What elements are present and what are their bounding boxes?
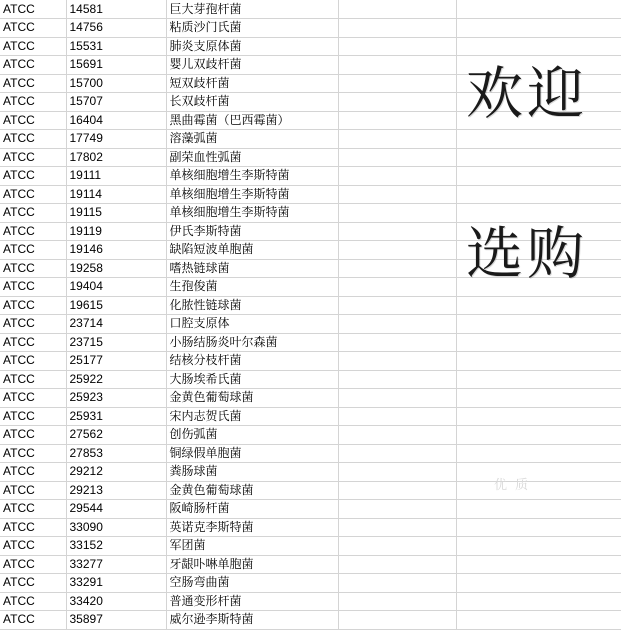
table-row[interactable] xyxy=(0,574,621,593)
cell-empty-e[interactable] xyxy=(456,278,621,297)
table-row[interactable] xyxy=(0,426,621,445)
cell-empty-e[interactable] xyxy=(456,241,621,260)
cell-strain-name[interactable]: 英诺克李斯特菌 xyxy=(166,518,338,537)
cell-prefix[interactable]: ATCC xyxy=(0,481,66,500)
cell-empty-e[interactable] xyxy=(456,56,621,75)
cell-strain-name[interactable]: 普通变形杆菌 xyxy=(166,592,338,611)
cell-empty-e[interactable] xyxy=(456,74,621,93)
cell-prefix[interactable]: ATCC xyxy=(0,204,66,223)
cell-catalog-number[interactable]: 33291 xyxy=(66,574,166,593)
cell-empty-e[interactable] xyxy=(456,444,621,463)
cell-strain-name[interactable]: 婴儿双歧杆菌 xyxy=(166,56,338,75)
cell-catalog-number[interactable]: 25923 xyxy=(66,389,166,408)
cell-strain-name[interactable]: 黑曲霉菌（巴西霉菌） xyxy=(166,111,338,130)
cell-empty-d[interactable] xyxy=(338,592,456,611)
cell-strain-name[interactable]: 结核分枝杆菌 xyxy=(166,352,338,371)
cell-catalog-number[interactable]: 25931 xyxy=(66,407,166,426)
cell-strain-name[interactable]: 威尔逊李斯特菌 xyxy=(166,611,338,630)
table-row[interactable] xyxy=(0,167,621,186)
cell-prefix[interactable]: ATCC xyxy=(0,592,66,611)
cell-empty-e[interactable] xyxy=(456,426,621,445)
table-row[interactable] xyxy=(0,315,621,334)
cell-prefix[interactable]: ATCC xyxy=(0,93,66,112)
table-row[interactable] xyxy=(0,93,621,112)
table-row[interactable] xyxy=(0,130,621,149)
cell-prefix[interactable]: ATCC xyxy=(0,278,66,297)
cell-prefix[interactable]: ATCC xyxy=(0,574,66,593)
cell-empty-d[interactable] xyxy=(338,278,456,297)
cell-strain-name[interactable]: 单核细胞增生李斯特菌 xyxy=(166,185,338,204)
cell-strain-name[interactable]: 粘质沙门氏菌 xyxy=(166,19,338,38)
cell-prefix[interactable]: ATCC xyxy=(0,130,66,149)
cell-prefix[interactable]: ATCC xyxy=(0,370,66,389)
table-row[interactable] xyxy=(0,500,621,519)
table-row[interactable] xyxy=(0,74,621,93)
table-row[interactable] xyxy=(0,333,621,352)
cell-empty-d[interactable] xyxy=(338,19,456,38)
cell-catalog-number[interactable]: 33152 xyxy=(66,537,166,556)
table-row[interactable] xyxy=(0,278,621,297)
cell-strain-name[interactable]: 金黄色葡萄球菌 xyxy=(166,481,338,500)
cell-catalog-number[interactable]: 27562 xyxy=(66,426,166,445)
cell-empty-d[interactable] xyxy=(338,537,456,556)
cell-catalog-number[interactable]: 35897 xyxy=(66,611,166,630)
cell-catalog-number[interactable]: 17749 xyxy=(66,130,166,149)
cell-catalog-number[interactable]: 19111 xyxy=(66,167,166,186)
cell-catalog-number[interactable]: 29213 xyxy=(66,481,166,500)
table-row[interactable] xyxy=(0,56,621,75)
cell-prefix[interactable]: ATCC xyxy=(0,389,66,408)
cell-empty-d[interactable] xyxy=(338,222,456,241)
cell-prefix[interactable]: ATCC xyxy=(0,222,66,241)
cell-empty-e[interactable] xyxy=(456,370,621,389)
watermark-purchase: 选购 xyxy=(466,221,588,287)
cell-strain-name[interactable]: 口腔支原体 xyxy=(166,315,338,334)
cell-empty-d[interactable] xyxy=(338,370,456,389)
cell-prefix[interactable]: ATCC xyxy=(0,167,66,186)
table-row[interactable] xyxy=(0,537,621,556)
cell-prefix[interactable]: ATCC xyxy=(0,518,66,537)
cell-strain-name[interactable]: 铜绿假单胞菌 xyxy=(166,444,338,463)
cell-catalog-number[interactable]: 33277 xyxy=(66,555,166,574)
cell-prefix[interactable]: ATCC xyxy=(0,444,66,463)
cell-catalog-number[interactable]: 23715 xyxy=(66,333,166,352)
cell-prefix[interactable]: ATCC xyxy=(0,333,66,352)
cell-empty-d[interactable] xyxy=(338,0,456,19)
cell-strain-name[interactable]: 金黄色葡萄球菌 xyxy=(166,389,338,408)
cell-empty-d[interactable] xyxy=(338,407,456,426)
cell-catalog-number[interactable]: 15707 xyxy=(66,93,166,112)
cell-strain-name[interactable]: 生孢俊菌 xyxy=(166,278,338,297)
cell-empty-e[interactable] xyxy=(456,500,621,519)
table-row[interactable] xyxy=(0,259,621,278)
cell-empty-e[interactable] xyxy=(456,555,621,574)
cell-catalog-number[interactable]: 33420 xyxy=(66,592,166,611)
cell-catalog-number[interactable]: 27853 xyxy=(66,444,166,463)
cell-empty-e[interactable] xyxy=(456,296,621,315)
cell-empty-e[interactable] xyxy=(456,111,621,130)
cell-prefix[interactable]: ATCC xyxy=(0,19,66,38)
cell-strain-name[interactable]: 伊氏李斯特菌 xyxy=(166,222,338,241)
cell-strain-name[interactable]: 大肠埃希氏菌 xyxy=(166,370,338,389)
cell-strain-name[interactable]: 缺陷短波单胞菌 xyxy=(166,241,338,260)
cell-empty-e[interactable] xyxy=(456,148,621,167)
cell-catalog-number[interactable]: 19404 xyxy=(66,278,166,297)
cell-empty-d[interactable] xyxy=(338,185,456,204)
table-row[interactable] xyxy=(0,370,621,389)
cell-empty-d[interactable] xyxy=(338,241,456,260)
cell-prefix[interactable]: ATCC xyxy=(0,0,66,19)
cell-catalog-number[interactable]: 15700 xyxy=(66,74,166,93)
cell-empty-e[interactable] xyxy=(456,389,621,408)
table-row[interactable] xyxy=(0,37,621,56)
cell-prefix[interactable]: ATCC xyxy=(0,407,66,426)
cell-empty-d[interactable] xyxy=(338,259,456,278)
cell-catalog-number[interactable]: 15691 xyxy=(66,56,166,75)
cell-prefix[interactable]: ATCC xyxy=(0,426,66,445)
table-row[interactable] xyxy=(0,481,621,500)
table-row[interactable] xyxy=(0,19,621,38)
cell-strain-name[interactable]: 短双歧杆菌 xyxy=(166,74,338,93)
table-row[interactable] xyxy=(0,148,621,167)
cell-empty-e[interactable] xyxy=(456,481,621,500)
cell-empty-d[interactable] xyxy=(338,481,456,500)
cell-prefix[interactable]: ATCC xyxy=(0,185,66,204)
table-row[interactable] xyxy=(0,0,621,19)
cell-strain-name[interactable]: 粪肠球菌 xyxy=(166,463,338,482)
cell-prefix[interactable]: ATCC xyxy=(0,37,66,56)
cell-strain-name[interactable]: 空肠弯曲菌 xyxy=(166,574,338,593)
cell-strain-name[interactable]: 肺炎支原体菌 xyxy=(166,37,338,56)
table-row[interactable] xyxy=(0,518,621,537)
cell-strain-name[interactable]: 军团菌 xyxy=(166,537,338,556)
cell-empty-e[interactable] xyxy=(456,204,621,223)
table-row[interactable] xyxy=(0,407,621,426)
cell-empty-d[interactable] xyxy=(338,74,456,93)
cell-strain-name[interactable]: 牙龈卟啉单胞菌 xyxy=(166,555,338,574)
cell-empty-d[interactable] xyxy=(338,167,456,186)
cell-catalog-number[interactable]: 25177 xyxy=(66,352,166,371)
table-row[interactable] xyxy=(0,241,621,260)
cell-prefix[interactable]: ATCC xyxy=(0,315,66,334)
cell-catalog-number[interactable]: 14756 xyxy=(66,19,166,38)
cell-catalog-number[interactable]: 19115 xyxy=(66,204,166,223)
cell-prefix[interactable]: ATCC xyxy=(0,56,66,75)
cell-catalog-number[interactable]: 17802 xyxy=(66,148,166,167)
cell-strain-name[interactable]: 化脓性链球菌 xyxy=(166,296,338,315)
cell-empty-e[interactable] xyxy=(456,333,621,352)
table-row[interactable] xyxy=(0,204,621,223)
cell-prefix[interactable]: ATCC xyxy=(0,148,66,167)
cell-prefix[interactable]: ATCC xyxy=(0,463,66,482)
cell-catalog-number[interactable]: 33090 xyxy=(66,518,166,537)
cell-empty-d[interactable] xyxy=(338,37,456,56)
cell-prefix[interactable]: ATCC xyxy=(0,555,66,574)
cell-catalog-number[interactable]: 19146 xyxy=(66,241,166,260)
cell-strain-name[interactable]: 单核细胞增生李斯特菌 xyxy=(166,167,338,186)
cell-catalog-number[interactable]: 19258 xyxy=(66,259,166,278)
table-row[interactable] xyxy=(0,611,621,630)
table-row[interactable] xyxy=(0,592,621,611)
cell-empty-d[interactable] xyxy=(338,555,456,574)
cell-catalog-number[interactable]: 23714 xyxy=(66,315,166,334)
cell-catalog-number[interactable]: 29544 xyxy=(66,500,166,519)
cell-empty-d[interactable] xyxy=(338,574,456,593)
cell-empty-e[interactable] xyxy=(456,222,621,241)
cell-catalog-number[interactable]: 25922 xyxy=(66,370,166,389)
cell-empty-e[interactable] xyxy=(456,537,621,556)
cell-empty-e[interactable] xyxy=(456,352,621,371)
cell-strain-name[interactable]: 长双歧杆菌 xyxy=(166,93,338,112)
cell-empty-d[interactable] xyxy=(338,444,456,463)
cell-empty-d[interactable] xyxy=(338,352,456,371)
cell-empty-e[interactable] xyxy=(456,574,621,593)
cell-prefix[interactable]: ATCC xyxy=(0,352,66,371)
cell-prefix[interactable]: ATCC xyxy=(0,111,66,130)
cell-empty-e[interactable] xyxy=(456,259,621,278)
cell-empty-d[interactable] xyxy=(338,111,456,130)
cell-empty-e[interactable] xyxy=(456,611,621,630)
table-row[interactable] xyxy=(0,352,621,371)
cell-catalog-number[interactable]: 19119 xyxy=(66,222,166,241)
cell-prefix[interactable]: ATCC xyxy=(0,537,66,556)
cell-empty-d[interactable] xyxy=(338,389,456,408)
cell-empty-e[interactable] xyxy=(456,19,621,38)
cell-empty-d[interactable] xyxy=(338,93,456,112)
cell-empty-d[interactable] xyxy=(338,148,456,167)
cell-empty-d[interactable] xyxy=(338,426,456,445)
table-row[interactable] xyxy=(0,444,621,463)
watermark-welcome: 欢迎 xyxy=(466,61,588,127)
cell-strain-name[interactable]: 溶藻弧菌 xyxy=(166,130,338,149)
cell-strain-name[interactable]: 副荣血性弧菌 xyxy=(166,148,338,167)
cell-empty-e[interactable] xyxy=(456,167,621,186)
cell-empty-e[interactable] xyxy=(456,407,621,426)
cell-empty-d[interactable] xyxy=(338,315,456,334)
cell-catalog-number[interactable]: 19615 xyxy=(66,296,166,315)
table-row[interactable] xyxy=(0,463,621,482)
cell-prefix[interactable]: ATCC xyxy=(0,611,66,630)
cell-catalog-number[interactable]: 16404 xyxy=(66,111,166,130)
cell-catalog-number[interactable]: 29212 xyxy=(66,463,166,482)
cell-empty-d[interactable] xyxy=(338,56,456,75)
cell-empty-e[interactable] xyxy=(456,463,621,482)
cell-prefix[interactable]: ATCC xyxy=(0,241,66,260)
cell-strain-name[interactable]: 单核细胞增生李斯特菌 xyxy=(166,204,338,223)
cell-empty-d[interactable] xyxy=(338,611,456,630)
cell-empty-e[interactable] xyxy=(456,185,621,204)
cell-catalog-number[interactable]: 19114 xyxy=(66,185,166,204)
cell-catalog-number[interactable]: 15531 xyxy=(66,37,166,56)
cell-empty-e[interactable] xyxy=(456,37,621,56)
cell-empty-d[interactable] xyxy=(338,130,456,149)
cell-empty-e[interactable] xyxy=(456,518,621,537)
cell-catalog-number[interactable]: 14581 xyxy=(66,0,166,19)
cell-empty-d[interactable] xyxy=(338,518,456,537)
cell-empty-e[interactable] xyxy=(456,592,621,611)
cell-strain-name[interactable]: 创伤弧菌 xyxy=(166,426,338,445)
table-row[interactable] xyxy=(0,222,621,241)
table-row[interactable] xyxy=(0,555,621,574)
cell-strain-name[interactable]: 巨大芽孢杆菌 xyxy=(166,0,338,19)
cell-prefix[interactable]: ATCC xyxy=(0,296,66,315)
cell-empty-d[interactable] xyxy=(338,296,456,315)
table-row[interactable] xyxy=(0,296,621,315)
cell-empty-d[interactable] xyxy=(338,333,456,352)
cell-strain-name[interactable]: 宋内志贺氏菌 xyxy=(166,407,338,426)
cell-empty-e[interactable] xyxy=(456,93,621,112)
cell-prefix[interactable]: ATCC xyxy=(0,74,66,93)
cell-empty-d[interactable] xyxy=(338,463,456,482)
cell-prefix[interactable]: ATCC xyxy=(0,500,66,519)
faint-watermark-text: 优 质 xyxy=(494,478,531,493)
cell-empty-e[interactable] xyxy=(456,130,621,149)
cell-empty-d[interactable] xyxy=(338,500,456,519)
cell-empty-e[interactable] xyxy=(456,0,621,19)
table-row[interactable] xyxy=(0,185,621,204)
cell-prefix[interactable]: ATCC xyxy=(0,259,66,278)
cell-empty-e[interactable] xyxy=(456,315,621,334)
table-row[interactable] xyxy=(0,389,621,408)
cell-empty-d[interactable] xyxy=(338,204,456,223)
cell-strain-name[interactable]: 小肠结肠炎叶尔森菌 xyxy=(166,333,338,352)
table-row[interactable] xyxy=(0,111,621,130)
cell-strain-name[interactable]: 嗜热链球菌 xyxy=(166,259,338,278)
cell-strain-name[interactable]: 阪崎肠杆菌 xyxy=(166,500,338,519)
